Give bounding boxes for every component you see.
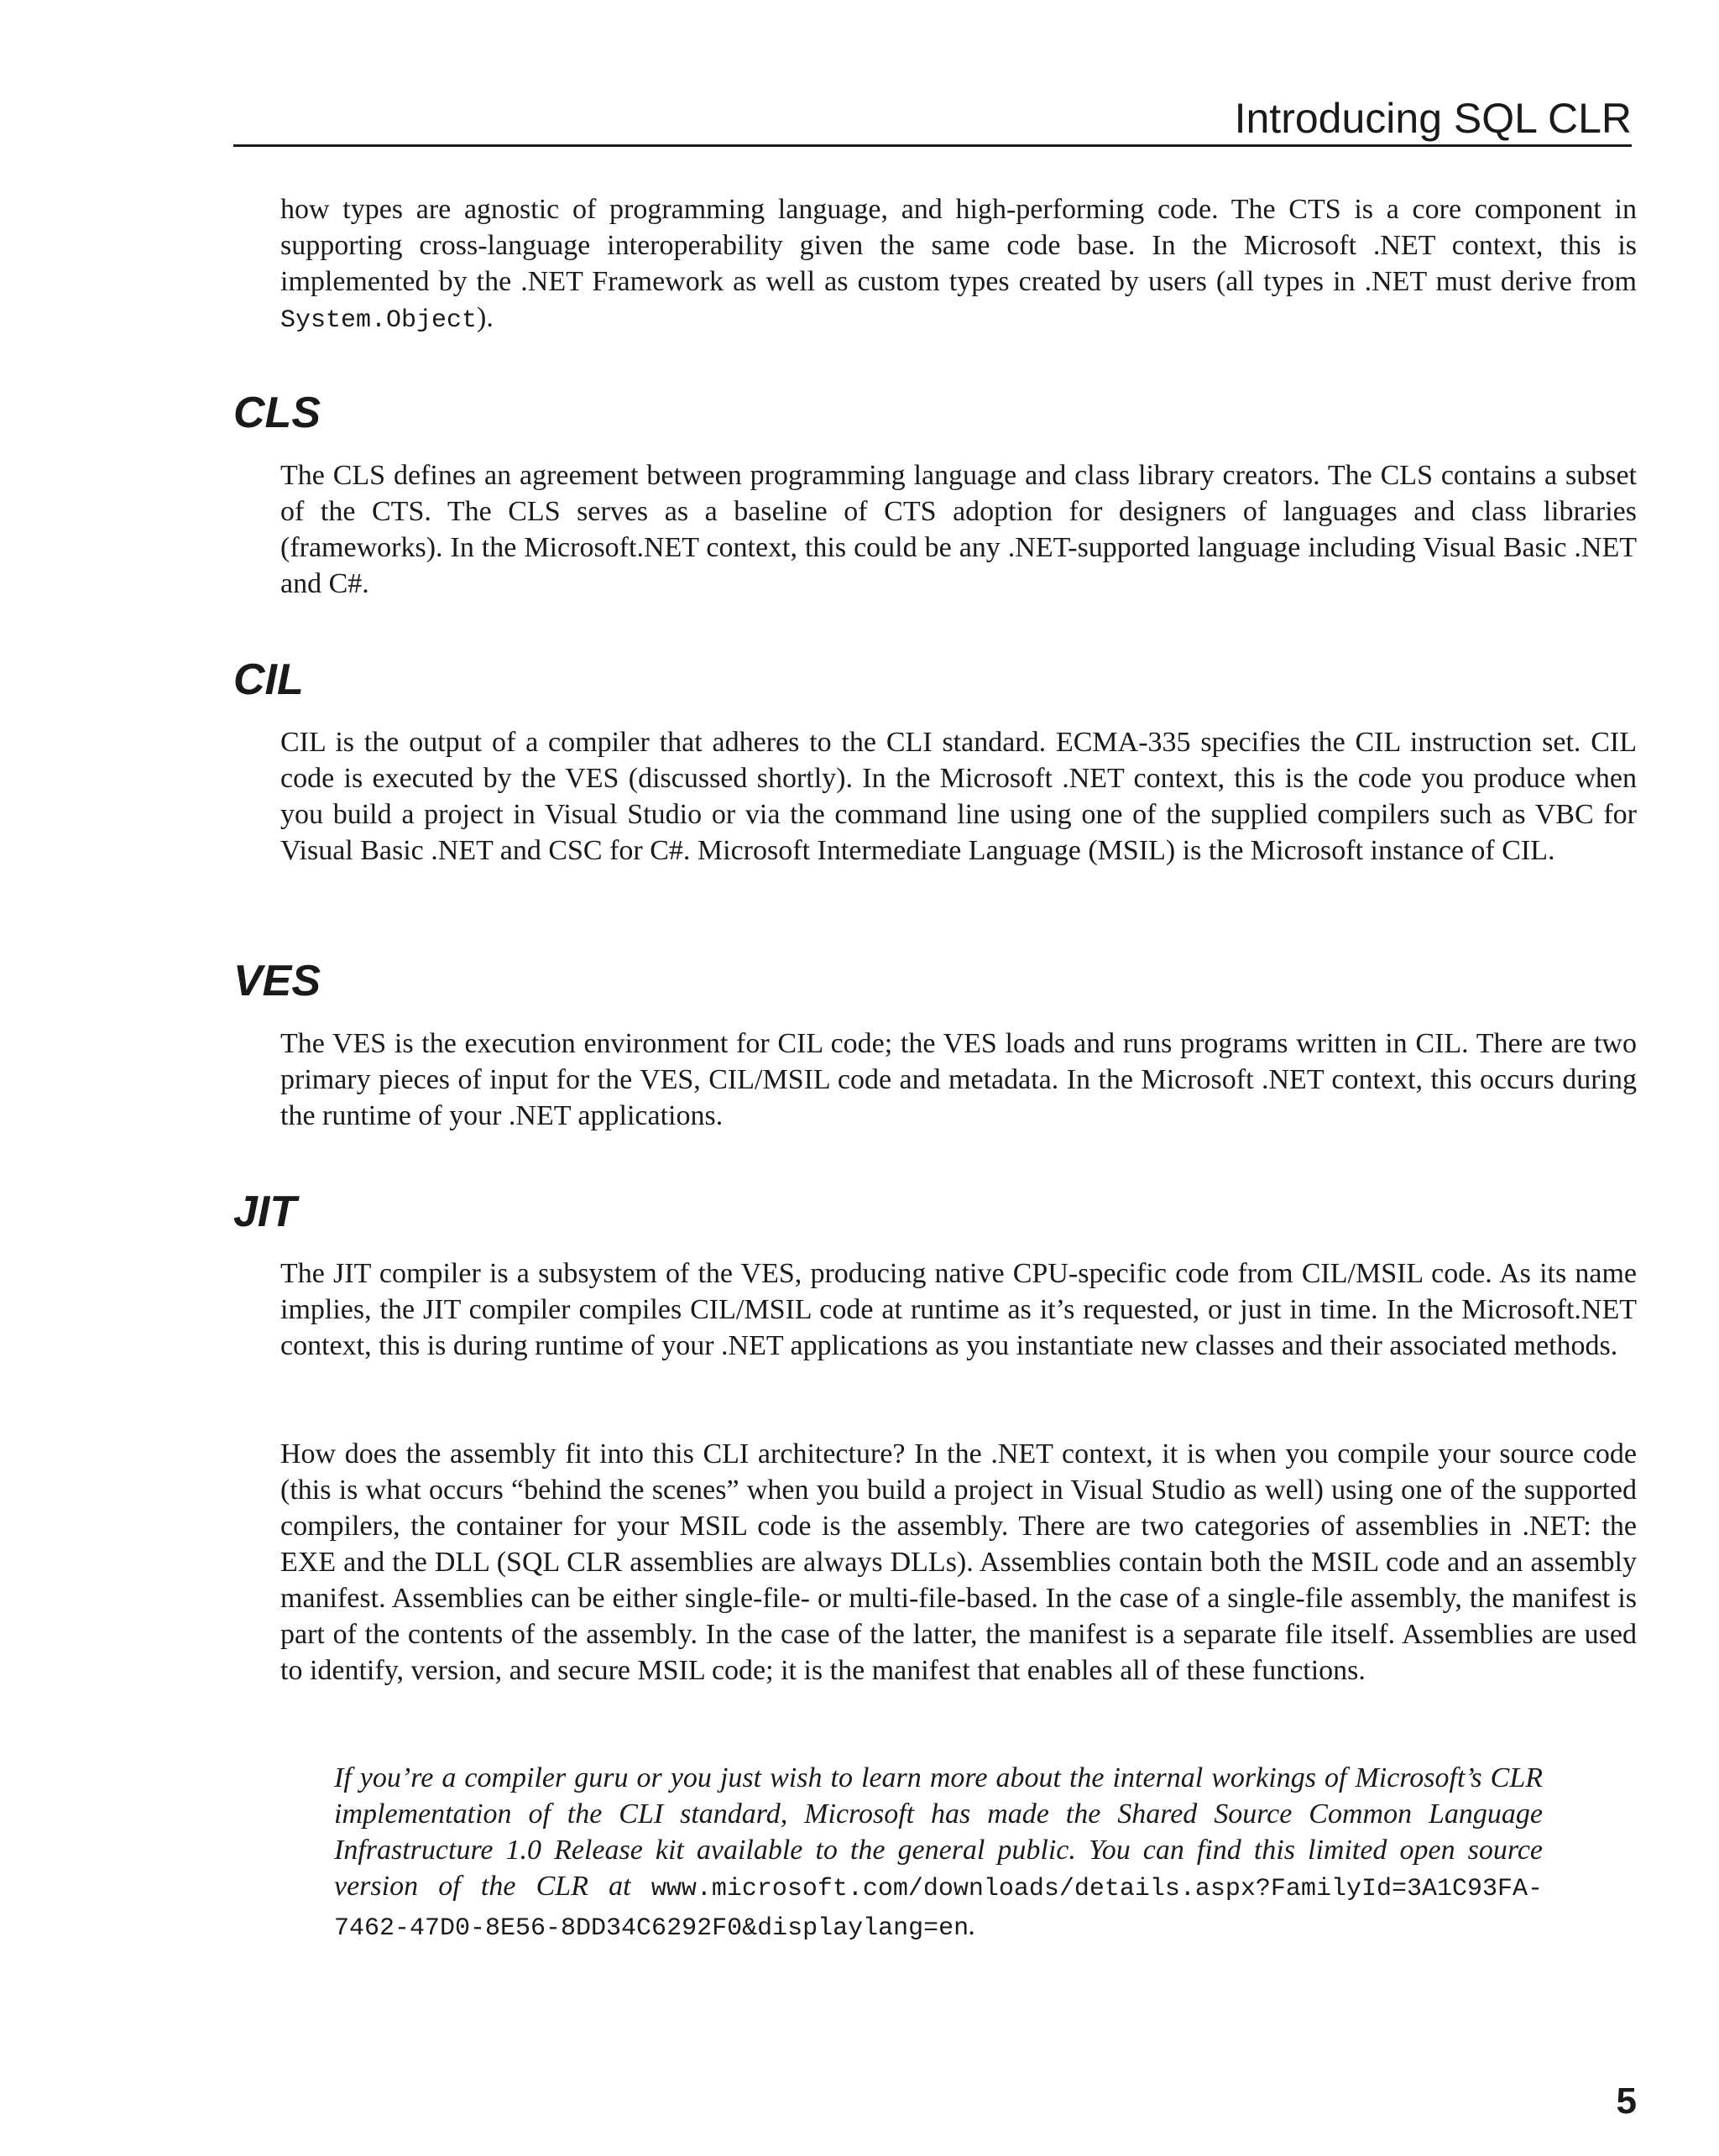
section-paragraph-cls: The CLS defines an agreement between programming language and class library creators. The CLS contains a subset of the CTS. The CLS serves as a baseline of CTS adoption for designers of languages and class libraries (frameworks). In the Microsoft.NET context, this could be any .NET-supported language including Visual Basic .NET and C#. [280, 460, 1637, 599]
note-tail: . [969, 1910, 976, 1941]
section-heading-cls: CLS [233, 389, 321, 437]
section-heading-jit: JIT [233, 1188, 297, 1236]
intro-paragraph-tail: ). [477, 302, 494, 333]
section-heading-ves: VES [233, 957, 321, 1005]
note-text: If you’re a compiler guru or you just wish to learn more about the internal workings of Microsoft’s CLR implementation of the CLI standard, Microsoft has made the Shared Source Common Language Infrastructure 1.0 Release kit available to the general public. You can find this limited open source version of the CLR at [334, 1762, 1543, 1902]
section-paragraph-cil: CIL is the output of a compiler that adheres to the CLI standard. ECMA-335 specifies the CIL instruction set. CIL code is executed by the VES (discussed shortly). In the Microsoft .NET context, this is the code you produce when you build a project in Visual Studio or via the command line using one of the supplied compilers such as VBC for Visual Basic .NET and CSC for C#. Microsoft Intermediate Language (MSIL) is the Microsoft instance of CIL. [280, 727, 1637, 866]
intro-paragraph-code: System.Object [280, 306, 478, 335]
section-paragraph-ves: The VES is the execution environment for CIL code; the VES loads and runs programs written in CIL. There are two primary pieces of input for the VES, CIL/MSIL code and metadata. In the Microsoft .NET context, this occurs during the runtime of your .NET applications. [280, 1028, 1637, 1131]
intro-paragraph-text: how types are agnostic of programming language, and high-performing code. The CTS is a core component in supporting cross-language interoperability given the same code base. In the Microsoft .NET context, this is implemented by the .NET Framework as well as custom types created by users (all types in .NET must derive from [280, 194, 1637, 297]
page-number: 5 [1616, 2080, 1637, 2122]
section-paragraph-jit: The JIT compiler is a subsystem of the VES, producing native CPU-specific code from CIL/MSIL code. As its name implies, the JIT compiler compiles CIL/MSIL code at runtime as it’s requested, or just in time. In the Microsoft.NET context, this is during runtime of your .NET applications as you instantiate new classes and their associated methods. [280, 1258, 1637, 1361]
note-url: www.microsoft.com/downloads/details.aspx?FamilyId=3A1C93FA-7462-47D0-8E56-8DD34C6292F0&displaylang=en [334, 1875, 1543, 1943]
assembly-paragraph: How does the assembly fit into this CLI architecture? In the .NET context, it is when you compile your source code (this is what occurs “behind the scenes” when you build a project in Visual Studio as well) using one of the supported compilers, the container for your MSIL code is the assembly. There are two categories of assemblies in .NET: the EXE and the DLL (SQL CLR assemblies are always DLLs). Assemblies contain both the MSIL code and an assembly manifest. Assemblies can be either single-file- or multi-file-based. In the case of a single-file assembly, the manifest is part of the contents of the assembly. In the case of the latter, the manifest is a separate file itself. Assemblies are used to identify, version, and secure MSIL code; it is the manifest that enables all of these functions. [280, 1438, 1637, 1686]
intro-paragraph [280, 191, 1637, 339]
note-paragraph [334, 1760, 1543, 1947]
running-header [233, 84, 1632, 147]
running-header-title: Introducing SQL CLR [1234, 95, 1632, 142]
section-heading-cil: CIL [233, 655, 304, 704]
